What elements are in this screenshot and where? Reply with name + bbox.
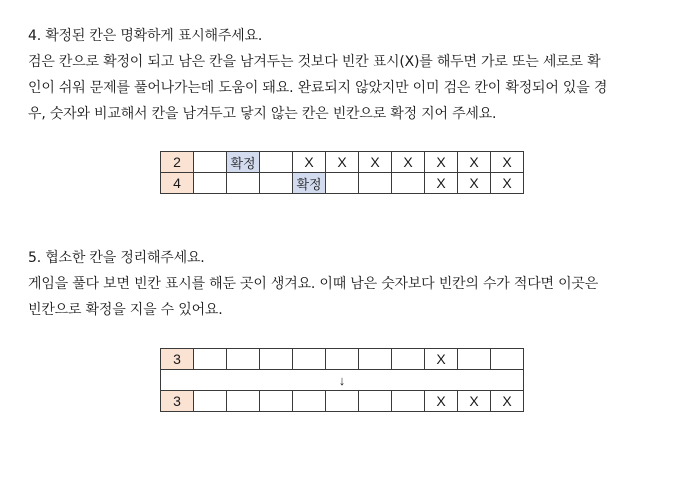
grid-cell — [392, 349, 425, 370]
grid-cell: X — [458, 173, 491, 194]
grid-cell — [227, 349, 260, 370]
down-arrow-icon: ↓ — [161, 370, 524, 391]
section-4-line-3: 우, 숫자와 비교해서 칸을 남겨두고 닿지 않는 칸은 빈칸으로 확정 지어 주세요. — [28, 106, 497, 122]
grid-cell — [227, 173, 260, 194]
section-5-line-2: 빈칸으로 확정을 지을 수 있어요. — [28, 302, 223, 318]
section-5-line-1: 게임을 풀다 보면 빈칸 표시를 해둔 곳이 생겨요. 이때 남은 숫자보다 빈칸의 수가 적다면 이곳은 — [28, 276, 599, 292]
grid-cell — [392, 391, 425, 412]
grid-cell — [326, 349, 359, 370]
grid-cell — [293, 391, 326, 412]
grid-row-after — [161, 391, 524, 412]
grid-cell — [326, 391, 359, 412]
grid-row-before — [161, 349, 524, 370]
grid-cell — [194, 152, 227, 173]
grid-cell — [392, 173, 425, 194]
grid-cell — [194, 173, 227, 194]
clue-cell: 4 — [161, 173, 194, 194]
grid-cell: X — [425, 173, 458, 194]
example-grid-confirmed — [160, 151, 524, 194]
section-4-line-2: 인이 쉬워 문제를 풀어나가는데 도움이 돼요. 완료되지 않았지만 이미 검은 칸이 확정되어 있을 경 — [28, 80, 608, 96]
grid-cell: X — [491, 391, 524, 412]
grid-cell — [194, 391, 227, 412]
grid-row — [161, 152, 524, 173]
clue-cell: 3 — [161, 391, 194, 412]
grid-cell — [359, 349, 392, 370]
grid-cell: X — [458, 391, 491, 412]
confirmed-cell: 확정 — [293, 173, 326, 194]
section-4-heading: 4. 확정된 칸은 명확하게 표시해주세요. — [28, 28, 263, 44]
grid-arrow-row — [161, 370, 524, 391]
grid-cell — [326, 173, 359, 194]
grid-cell: X — [326, 152, 359, 173]
grid-cell: X — [425, 391, 458, 412]
section-5-heading: 5. 협소한 칸을 정리해주세요. — [28, 250, 205, 266]
grid-cell — [359, 173, 392, 194]
grid-cell: X — [491, 173, 524, 194]
grid-cell — [491, 349, 524, 370]
grid-cell — [227, 391, 260, 412]
grid-cell: X — [425, 349, 458, 370]
grid-cell — [260, 349, 293, 370]
grid-cell: X — [458, 152, 491, 173]
confirmed-cell: 확정 — [227, 152, 260, 173]
grid-cell — [260, 152, 293, 173]
grid-cell: X — [491, 152, 524, 173]
grid-cell: X — [392, 152, 425, 173]
grid-row — [161, 173, 524, 194]
grid-cell — [458, 349, 491, 370]
grid-cell — [260, 173, 293, 194]
section-4-line-1: 검은 칸으로 확정이 되고 남은 칸을 남겨두는 것보다 빈칸 표시(X)를 해두면 가로 또는 세로로 확 — [28, 54, 601, 70]
clue-cell: 2 — [161, 152, 194, 173]
grid-cell: X — [293, 152, 326, 173]
example-grid-narrow — [160, 348, 524, 412]
section-4 — [28, 23, 678, 127]
grid-cell: X — [359, 152, 392, 173]
grid-cell — [359, 391, 392, 412]
grid-cell — [194, 349, 227, 370]
section-5 — [28, 245, 678, 323]
grid-cell — [260, 391, 293, 412]
grid-cell — [293, 349, 326, 370]
clue-cell: 3 — [161, 349, 194, 370]
grid-cell: X — [425, 152, 458, 173]
